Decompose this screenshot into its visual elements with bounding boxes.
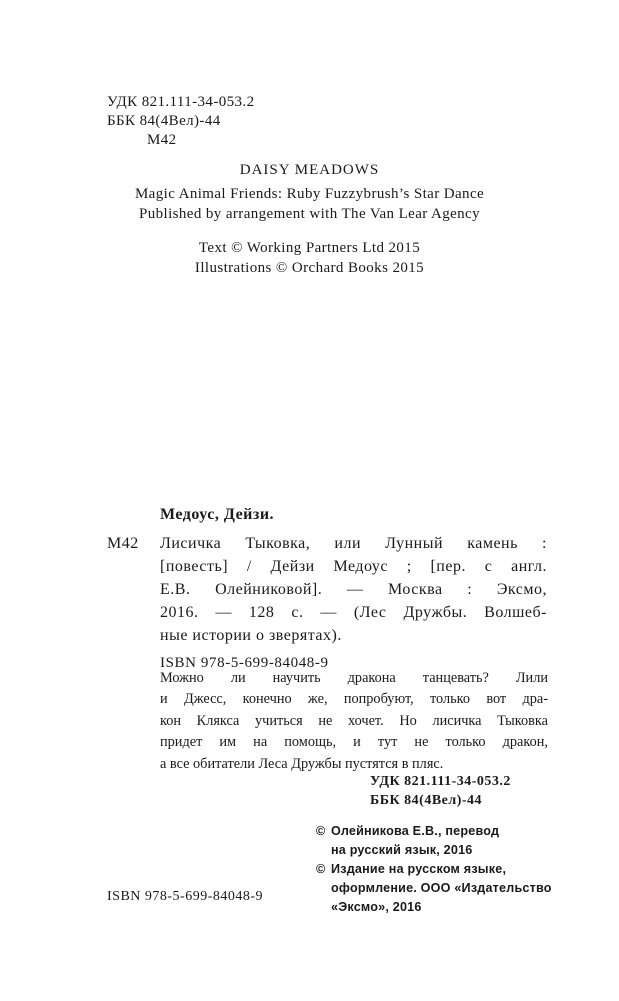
record-code: М42 [107, 535, 139, 552]
original-edition-credits [0, 160, 619, 224]
illustrations-rights: Illustrations © Orchard Books 2015 [194, 260, 425, 276]
copyright-notices [316, 822, 552, 917]
record-description [160, 532, 547, 647]
record-line: Е.В. Олейниковой]. — Москва : Эксмо, [160, 581, 547, 598]
udk-code-bottom: УДК 821.111-34-053.2 [370, 774, 511, 789]
edition-copyright [316, 860, 552, 917]
record-line: 2016. — 128 с. — (Лес Дружбы. Волшеб- [160, 604, 547, 621]
copyright-symbol: © [316, 824, 326, 838]
annotation-line: и Джесс, конечно же, попробуют, только вот дра- [160, 691, 548, 708]
classification-codes-top [107, 93, 254, 150]
text-rights: Text © Working Partners Ltd 2015 [198, 240, 421, 256]
annotation-line: Можно ли научить дракона танцевать? Лили [160, 670, 548, 686]
record-isbn: ISBN 978-5-699-84048-9 [160, 655, 329, 671]
udk-code: УДК 821.111-34-053.2 [107, 94, 255, 110]
record-line: Лисичка Тыковка, или Лунный камень : [160, 535, 547, 552]
copyright-symbol: © [316, 862, 326, 876]
copyright-line: «Эксмо», 2016 [331, 900, 422, 914]
isbn-bottom: ISBN 978-5-699-84048-9 [107, 889, 264, 904]
translation-copyright [316, 822, 552, 860]
annotation-line: а все обитатели Леса Дружбы пустятся в пляс. [160, 755, 444, 772]
record-author: Медоус, Дейзи. [160, 506, 275, 523]
annotation-line: кон Клякса учиться не хочет. Но лисичка Тыковка [160, 712, 548, 729]
original-author: DAISY MEADOWS [239, 162, 380, 178]
copyright-line: Издание на русском языке, [331, 862, 507, 876]
annotation-line: придет им на помощь, и тут не только дракон, [160, 734, 548, 751]
bbk-code: ББК 84(4Вел)-44 [107, 113, 221, 129]
record-line: [повесть] / Дейзи Медоус ; [пер. с англ. [160, 558, 547, 575]
author-mark: М42 [147, 132, 177, 148]
classification-codes-bottom [370, 772, 511, 810]
agency-line: Published by arrangement with The Van Lear Agency [138, 206, 481, 222]
copyright-line: на русский язык, 2016 [331, 843, 473, 857]
original-title: Magic Animal Friends: Ruby Fuzzybrush’s Star Dance [134, 186, 485, 202]
copyright-line: оформление. ООО «Издательство [331, 881, 552, 895]
rights-credits [0, 238, 619, 278]
bibliographic-record [107, 506, 547, 672]
copyright-line: Олейникова Е.В., перевод [331, 824, 500, 838]
record-line: ные истории о зверятах). [160, 627, 342, 644]
annotation [160, 668, 548, 775]
bbk-code-bottom: ББК 84(4Вел)-44 [370, 793, 483, 808]
